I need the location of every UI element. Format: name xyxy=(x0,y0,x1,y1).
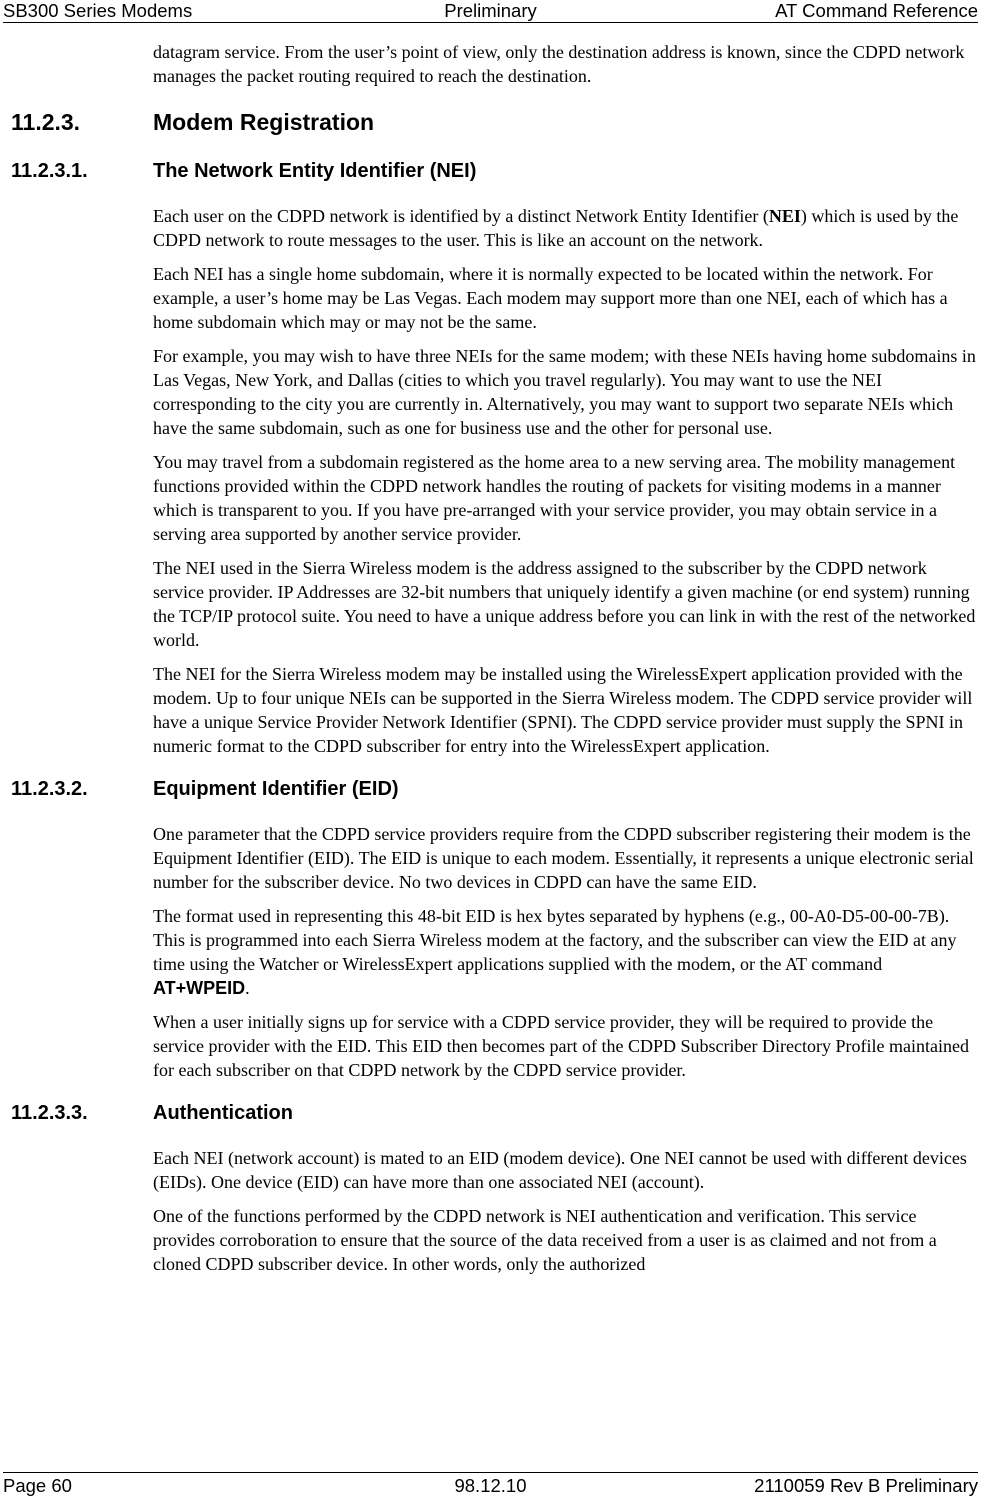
nei-term: NEI xyxy=(768,206,801,226)
footer-doc-number: 2110059 Rev B Preliminary xyxy=(754,1475,978,1496)
nei-paragraph-5: The NEI used in the Sierra Wireless modem is the address assigned to the subscriber by the CDPD network service provider. IP Addresses are 32-bit numbers that uniquely identify a given machine (or end system) running the TCP/IP protocol suite. You need to have a unique address before you can link in with the rest of the networked world. xyxy=(153,558,976,650)
eid-paragraph-2-text-b: . xyxy=(245,978,250,998)
subsection-heading-authentication xyxy=(0,1100,981,1128)
section-title: Modem Registration xyxy=(153,109,375,135)
subsection-title: Authentication xyxy=(153,1102,293,1124)
nei-paragraph-6: The NEI for the Sierra Wireless modem may be installed using the WirelessExpert application provided with the modem. Up to four unique NEIs can be supported in the Sierra Wireless modem. The CDPD service provider will have a unique Service Provider Network Identifier (SPNI). The CDPD service provider must supply the SPNI in numeric format to the CDPD subscriber for entry into the WirelessExpert application. xyxy=(153,664,973,756)
subsection-number: 11.2.3.2. xyxy=(11,778,88,800)
eid-paragraph-3: When a user initially signs up for service with a CDPD service provider, they will be required to provide the service provider with the EID. This EID then becomes part of the CDPD Subscriber Directory Profile maintained for each subscriber on that CDPD network by the CDPD service provider. xyxy=(153,1012,969,1080)
page-header xyxy=(3,0,978,23)
subsection-title: The Network Entity Identifier (NEI) xyxy=(153,160,477,182)
header-doc-title: SB300 Series Modems xyxy=(3,0,193,21)
footer-date: 98.12.10 xyxy=(454,1475,527,1496)
subsection-heading-eid xyxy=(0,776,981,804)
footer-page-number: Page 60 xyxy=(3,1475,72,1496)
intro-paragraph: datagram service. From the user’s point of view, only the destination address is known, since the CDPD network manages the packet routing required to reach the destination. xyxy=(153,42,965,86)
eid-paragraph-1: One parameter that the CDPD service providers require from the CDPD subscriber registering their modem is the Equipment Identifier (EID). The EID is unique to each modem. Essentially, it represents a unique electronic serial number for the subscriber device. No two devices in CDPD can have the same EID. xyxy=(153,824,974,892)
at-command: AT+WPEID xyxy=(153,978,246,998)
header-status: Preliminary xyxy=(444,0,537,21)
page-body xyxy=(0,40,981,1286)
header-section: AT Command Reference xyxy=(775,0,978,21)
auth-paragraph-2: One of the functions performed by the CDPD network is NEI authentication and verification. This service provides corroboration to ensure that the source of the data received from a user is as claimed and not from a cloned CDPD subscriber device. In other words, only the authorized xyxy=(153,1206,937,1274)
nei-paragraph-1-text-a: Each user on the CDPD network is identified by a distinct Network Entity Identifier ( xyxy=(153,206,769,226)
nei-paragraph-3: For example, you may wish to have three NEIs for the same modem; with these NEIs having home subdomains in Las Vegas, New York, and Dallas (cities to which you travel regularly). You may want to use the NEI corresponding to the city you are currently in. Alternatively, you may want to support two separate NEIs which have the same subdomain, such as one for business use and the other for personal use. xyxy=(153,346,976,438)
section-heading-modem-registration xyxy=(0,108,981,136)
auth-paragraph-1: Each NEI (network account) is mated to an EID (modem device). One NEI cannot be used with different devices (EIDs). One device (EID) can have more than one associated NEI (account). xyxy=(153,1148,967,1192)
section-number: 11.2.3. xyxy=(11,109,81,135)
eid-paragraph-2 xyxy=(153,904,979,1000)
page-footer xyxy=(3,1472,978,1497)
subsection-number: 11.2.3.1. xyxy=(11,160,88,182)
nei-paragraph-4: You may travel from a subdomain registered as the home area to a new serving area. The mobility management functions provided within the CDPD network handles the routing of packets for visiting modems in a manner which is transparent to you. If you have pre-arranged with your service provider, you may obtain service in a serving area supported by another service provider. xyxy=(153,452,956,544)
subsection-title: Equipment Identifier (EID) xyxy=(153,778,399,800)
nei-paragraph-2: Each NEI has a single home subdomain, where it is normally expected to be located within the network. For example, a user’s home may be Las Vegas. Each modem may support more than one NEI, each of which has a home subdomain which may or may not be the same. xyxy=(153,264,948,332)
subsection-heading-nei xyxy=(0,158,981,186)
eid-paragraph-2-text-a: The format used in representing this 48-bit EID is hex bytes separated by hyphens (e.g., 00-A0-D5-00-00-7B). This is programmed into each Sierra Wireless modem at the factory, and the subscriber can view the EID at any time using the Watcher or WirelessExpert applications supplied with the modem, or the AT command xyxy=(153,906,957,974)
nei-paragraph-1 xyxy=(153,204,979,252)
nei-paragraph-1-text-b: ) which is used by the CDPD network to route messages to the user. This is like an account on the network. xyxy=(153,206,959,250)
subsection-number: 11.2.3.3. xyxy=(11,1102,88,1124)
